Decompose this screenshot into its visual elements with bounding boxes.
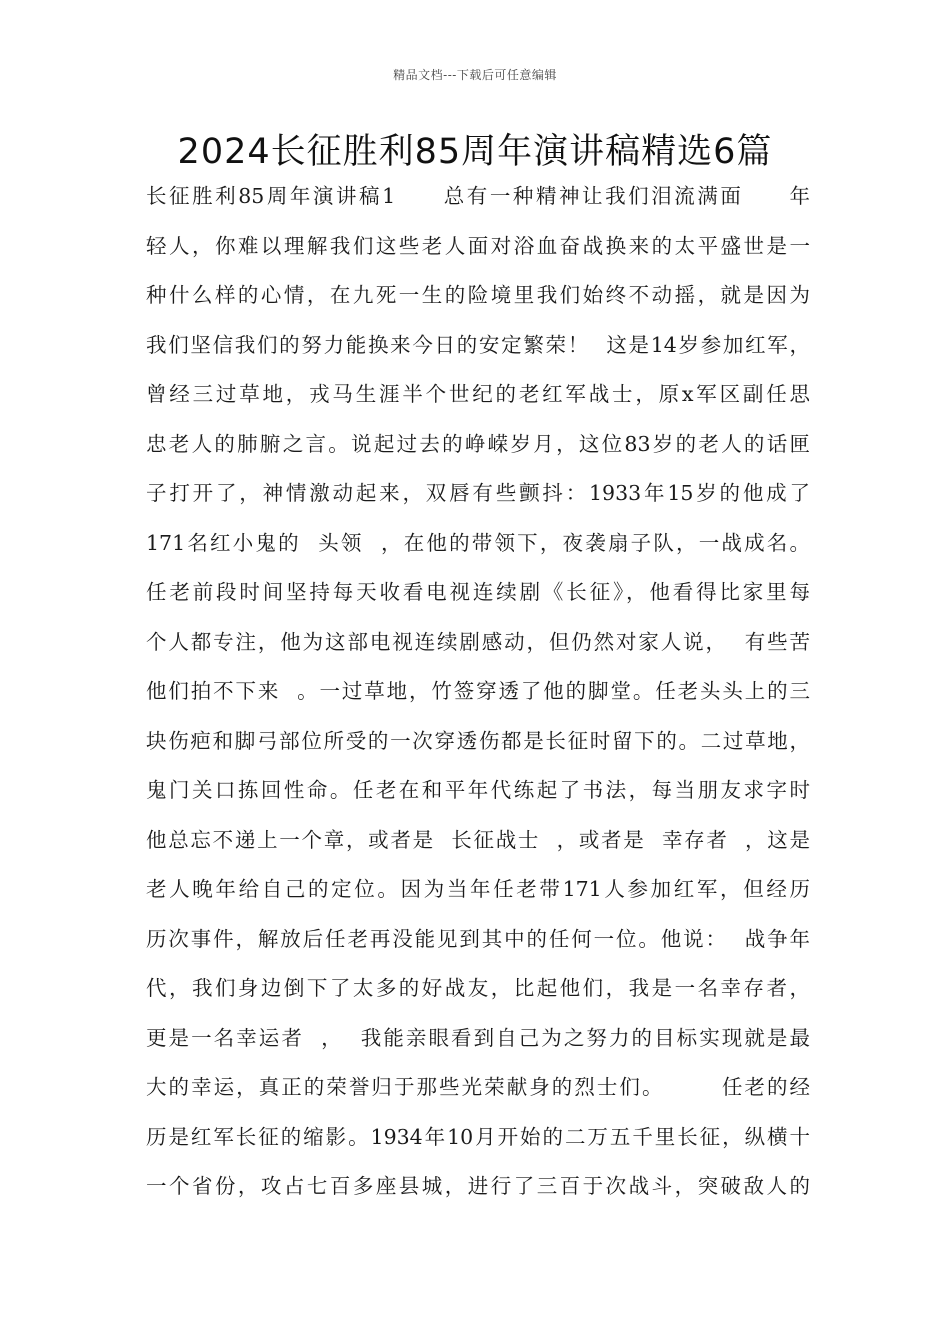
body-line: 大的幸运，真正的荣誉归于那些光荣献身的烈士们。 任老的经 xyxy=(146,1075,810,1099)
body-line: 任老前段时间坚持每天收看电视连续剧《长征》，他看得比家里每 xyxy=(146,580,810,604)
body-line: 子打开了，神情激动起来，双唇有些颤抖：1933年15岁的他成了 xyxy=(146,481,810,505)
document-title: 2024长征胜利85周年演讲稿精选6篇 xyxy=(177,132,773,172)
body-line: 忠老人的肺腑之言。说起过去的峥嵘岁月，这位83岁的老人的话匣 xyxy=(146,431,810,456)
body-line: 老人晚年给自己的定位。因为当年任老带171人参加红军，但经历 xyxy=(146,877,810,901)
body-line: 轻人，你难以理解我们这些老人面对浴血奋战换来的太平盛世是一 xyxy=(146,233,810,258)
body-line: 我们坚信我们的努力能换来今日的安定繁荣！ 这是14岁参加红军， xyxy=(146,332,810,357)
body-line: 曾经三过草地，戎马生涯半个世纪的老红军战士，原x军区副任思 xyxy=(146,382,810,406)
body-line: 历是红军长征的缩影。1934年10月开始的二万五千里长征，纵横十 xyxy=(146,1124,810,1149)
body-line: 历次事件，解放后任老再没能见到其中的任何一位。他说： 战争年 xyxy=(146,926,810,951)
body-line: 他们拍不下来 。一过草地，竹签穿透了他的脚堂。任老头头上的三 xyxy=(146,679,810,703)
body-line: 一个省份，攻占七百多座县城，进行了三百于次战斗，突破敌人的 xyxy=(146,1174,810,1198)
body-line: 鬼门关口拣回性命。任老在和平年代练起了书法，每当朋友求字时 xyxy=(146,778,810,802)
body-line: 块伤疤和脚弓部位所受的一次穿透伤都是长征时留下的。二过草地， xyxy=(146,728,810,753)
body-line: 个人都专注，他为这部电视连续剧感动，但仍然对家人说， 有些苦 xyxy=(146,629,810,654)
body-line: 更是一名幸运者 ， 我能亲眼看到自己为之努力的目标实现就是最 xyxy=(146,1025,810,1050)
body-line: 171名红小鬼的 头领 ，在他的带领下，夜袭扇子队，一战成名。 xyxy=(146,530,810,555)
body-line: 种什么样的心情，在九死一生的险境里我们始终不动摇，就是因为 xyxy=(146,283,810,307)
body-line: 长征胜利85周年演讲稿1 总有一种精神让我们泪流满面 年 xyxy=(146,184,810,208)
body-line: 他总忘不递上一个章，或者是 长征战士 ，或者是 幸存者 ，这是 xyxy=(146,827,810,852)
body-text xyxy=(146,172,810,1212)
header-note: 精品文档---下载后可任意编辑 xyxy=(393,68,557,82)
body-line: 代，我们身边倒下了太多的好战友，比起他们，我是一名幸存者， xyxy=(146,976,810,1000)
